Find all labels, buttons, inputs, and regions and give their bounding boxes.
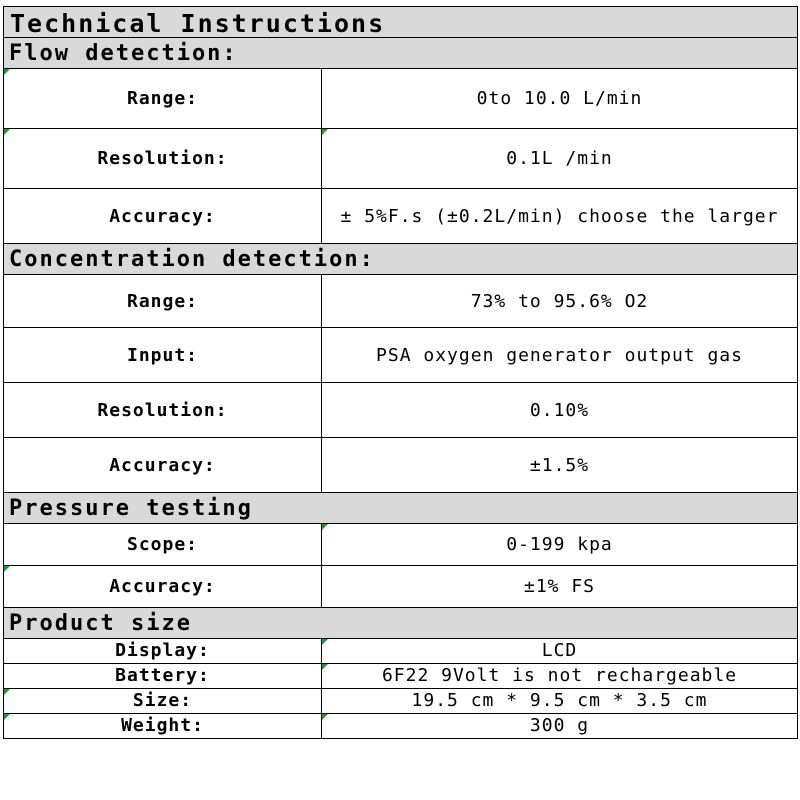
spec-value: PSA oxygen generator output gas (322, 328, 798, 383)
spec-label-text: Range: (126, 88, 199, 109)
spec-label-text: Size: (132, 690, 193, 711)
section-row-pressure (4, 493, 798, 524)
section-heading-size: Product size (4, 608, 798, 639)
table-row (4, 664, 798, 689)
spec-label (4, 566, 322, 608)
spec-label: Battery: (4, 664, 322, 689)
title-row (4, 7, 798, 38)
comment-marker-icon (4, 714, 10, 720)
spec-value: 73% to 95.6% O2 (322, 275, 798, 328)
spec-label: Accuracy: (4, 438, 322, 493)
table-row (4, 714, 798, 739)
comment-marker-icon (322, 524, 328, 530)
section-row-size (4, 608, 798, 639)
spec-value (322, 524, 798, 566)
spec-value: ±1% FS (322, 566, 798, 608)
section-heading-flow: Flow detection: (4, 38, 798, 69)
section-heading-concentration: Concentration detection: (4, 244, 798, 275)
table-row (4, 129, 798, 189)
spec-label (4, 689, 322, 714)
table-row (4, 328, 798, 383)
section-row-flow (4, 38, 798, 69)
spec-label (4, 69, 322, 129)
spec-label: Scope: (4, 524, 322, 566)
comment-marker-icon (4, 129, 10, 135)
spec-value-text: 0-199 kpa (506, 534, 613, 555)
table-row (4, 383, 798, 438)
spec-value-text: 6F22 9Volt is not rechargeable (381, 665, 738, 686)
spec-label-text: Accuracy: (109, 576, 216, 597)
spec-value-text: 0.1L /min (506, 148, 613, 169)
spec-label-text: Weight: (121, 715, 204, 736)
table-row (4, 189, 798, 244)
spec-value (322, 129, 798, 189)
spec-value: ±1.5% (322, 438, 798, 493)
table-row (4, 69, 798, 129)
comment-marker-icon (4, 566, 10, 572)
technical-instructions-table (3, 6, 798, 739)
spec-value (322, 664, 798, 689)
spec-label (4, 714, 322, 739)
spec-label: Accuracy: (4, 189, 322, 244)
spec-label: Resolution: (4, 383, 322, 438)
spec-label: Display: (4, 639, 322, 664)
comment-marker-icon (322, 664, 328, 670)
spec-value (322, 714, 798, 739)
comment-marker-icon (322, 129, 328, 135)
table-row (4, 275, 798, 328)
spec-label: Input: (4, 328, 322, 383)
spec-value: 0.10% (322, 383, 798, 438)
spec-value (322, 639, 798, 664)
spec-label: Range: (4, 275, 322, 328)
section-heading-pressure: Pressure testing (4, 493, 798, 524)
table-row (4, 438, 798, 493)
table-title: Technical Instructions (4, 7, 798, 38)
section-row-concentration (4, 244, 798, 275)
spec-value: ± 5%F.s (±0.2L/min) choose the larger (322, 189, 798, 244)
spec-value: 19.5 cm * 9.5 cm * 3.5 cm (322, 689, 798, 714)
spec-value-text: LCD (541, 640, 578, 661)
spec-value: 0to 10.0 L/min (322, 69, 798, 129)
table-row (4, 639, 798, 664)
spec-value-text: 300 g (529, 715, 590, 736)
spec-label (4, 129, 322, 189)
table-row (4, 524, 798, 566)
table-row (4, 566, 798, 608)
comment-marker-icon (4, 69, 10, 75)
comment-marker-icon (322, 639, 328, 645)
spec-label-text: Resolution: (97, 148, 228, 169)
comment-marker-icon (322, 714, 328, 720)
comment-marker-icon (4, 689, 10, 695)
table-row (4, 689, 798, 714)
